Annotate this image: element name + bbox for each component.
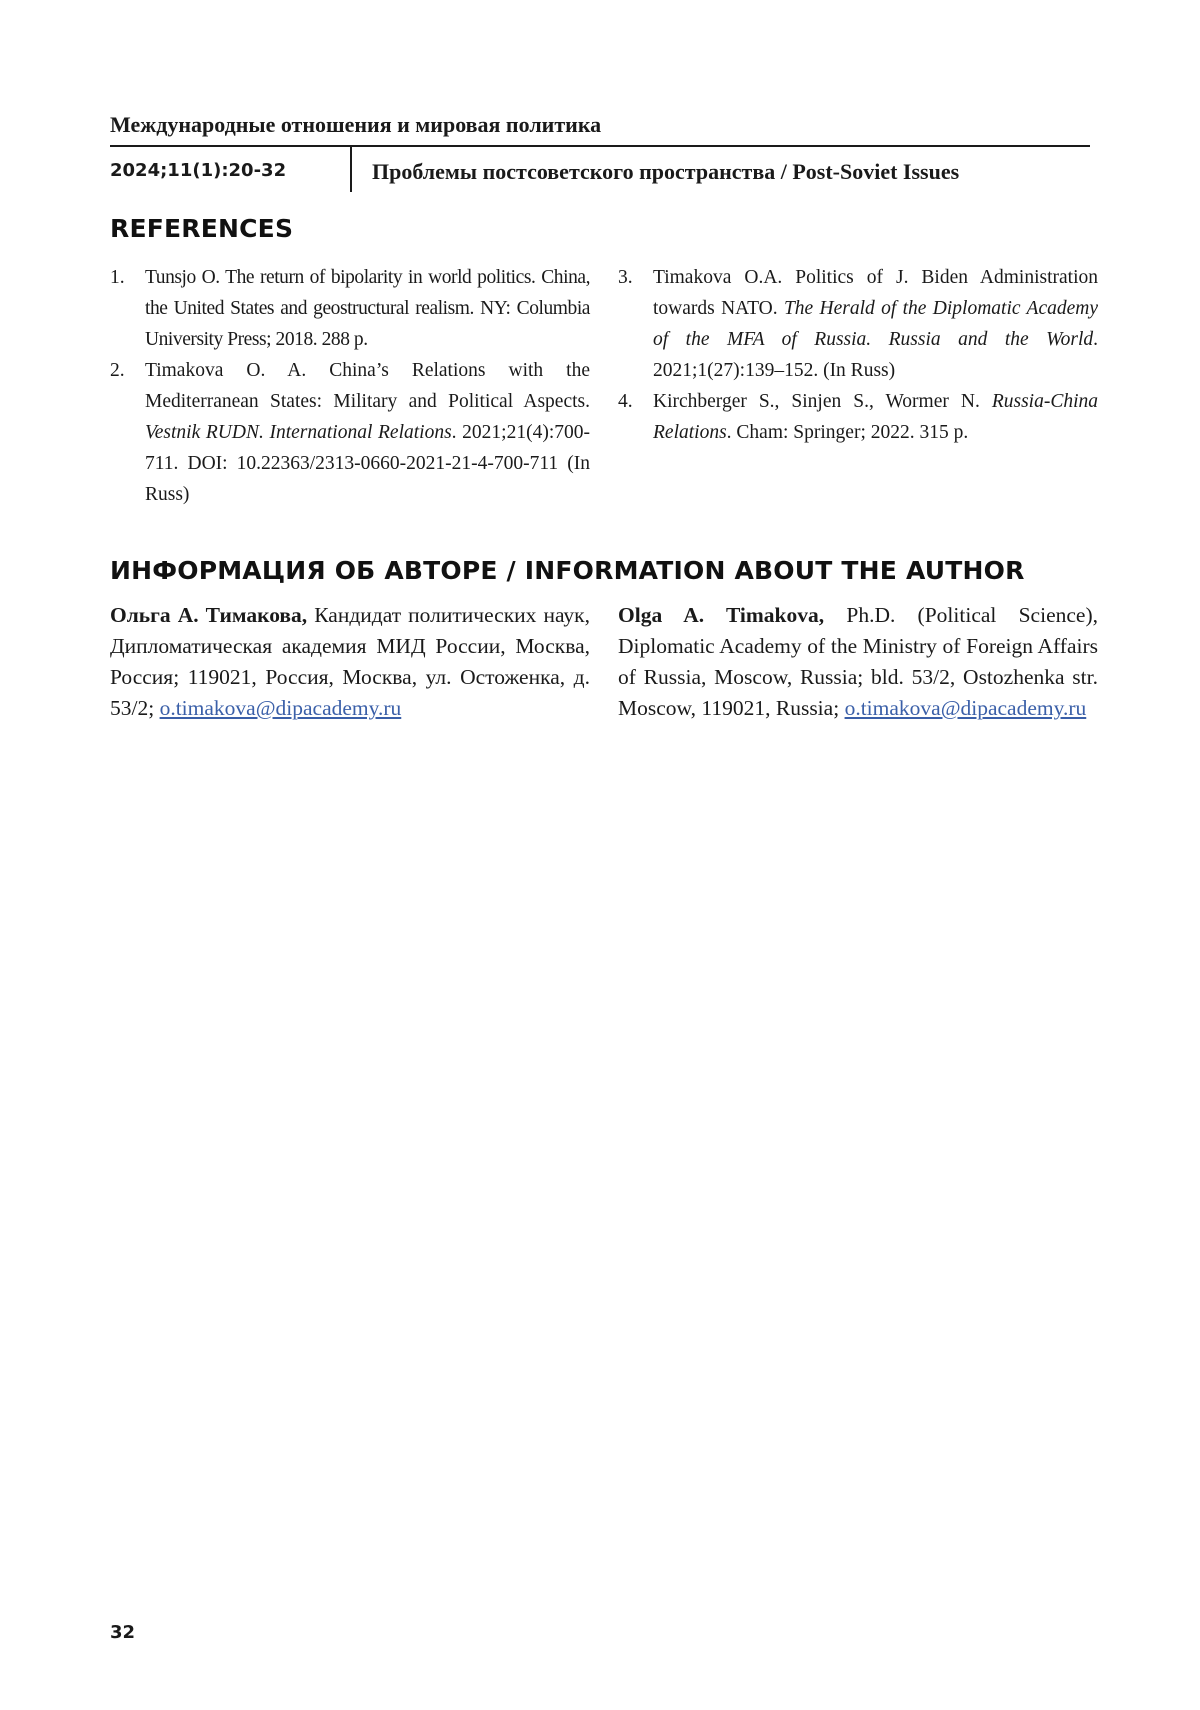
author-name-ru: Ольга А. Тимакова, (110, 603, 307, 627)
author-info-en (618, 600, 1098, 724)
journal-page (110, 0, 1090, 1710)
reference-journal: Vestnik RUDN. International Relations (145, 422, 452, 443)
author-details-ru: Кандидат политических наук, Дипломатическая академия МИД России, Москва, Россия; 119021, Россия, Москва, ул. Остоженка, д. 53/2; (110, 603, 590, 720)
header-divider (350, 147, 352, 192)
author-info-ru (110, 600, 590, 724)
reference-text: Tunsjo O. The return of bipolarity in world politics. China, the United States and geostructural realism. NY: Columbia University Press; 2018. 288 p. (145, 267, 590, 350)
author-email-link[interactable]: o.timakova@dipacademy.ru (160, 696, 402, 720)
reference-number: 3. (618, 262, 633, 293)
references-column-right (618, 262, 1098, 448)
author-email-link[interactable]: o.timakova@dipacademy.ru (845, 696, 1087, 720)
reference-journal: The Herald of the Diplomatic Academy of the MFA of Russia. Russia and the World (653, 298, 1098, 350)
page-number: 32 (110, 1622, 135, 1643)
reference-details: . 2021;1(27):139–152. (In Russ) (653, 329, 1098, 381)
reference-item (618, 262, 1098, 386)
references-column-left (110, 262, 590, 510)
reference-details: . Cham: Springer; 2022. 315 p. (727, 422, 969, 443)
reference-item (110, 355, 590, 510)
reference-item (618, 386, 1098, 448)
reference-text: Kirchberger S., Sinjen S., Wormer N. (653, 391, 992, 412)
reference-number: 1. (110, 262, 125, 293)
journal-title: Международные отношения и мировая политика (110, 112, 601, 138)
references-heading: REFERENCES (110, 214, 293, 243)
reference-book-title: Russia-China Relations (653, 391, 1098, 443)
issue-info: 2024;11(1):20-32 (110, 160, 286, 181)
author-info-heading: ИНФОРМАЦИЯ ОБ АВТОРЕ / INFORMATION ABOUT THE AUTHOR (110, 556, 1025, 585)
section-title: Проблемы постсоветского пространства / Post-Soviet Issues (372, 159, 959, 185)
reference-text: Timakova O.A. Politics of J. Biden Administration towards NATO. (653, 267, 1098, 319)
header-rule (110, 145, 1090, 147)
reference-text: Timakova O. A. China’s Relations with the Mediterranean States: Military and Political Aspects. (145, 360, 590, 412)
reference-item (110, 262, 590, 355)
author-details-en: Ph.D. (Political Science), Diplomatic Academy of the Ministry of Foreign Affairs of Russia, Moscow, Russia; bld. 53/2, Ostozhenka str. Moscow, 119021, Russia; (618, 603, 1098, 720)
reference-number: 4. (618, 386, 633, 417)
author-name-en: Olga A. Timakova, (618, 603, 824, 627)
reference-details: . 2021;21(4):700-711. DOI: 10.22363/2313-0660-2021-21-4-700-711 (In Russ) (145, 422, 590, 505)
reference-number: 2. (110, 355, 125, 386)
